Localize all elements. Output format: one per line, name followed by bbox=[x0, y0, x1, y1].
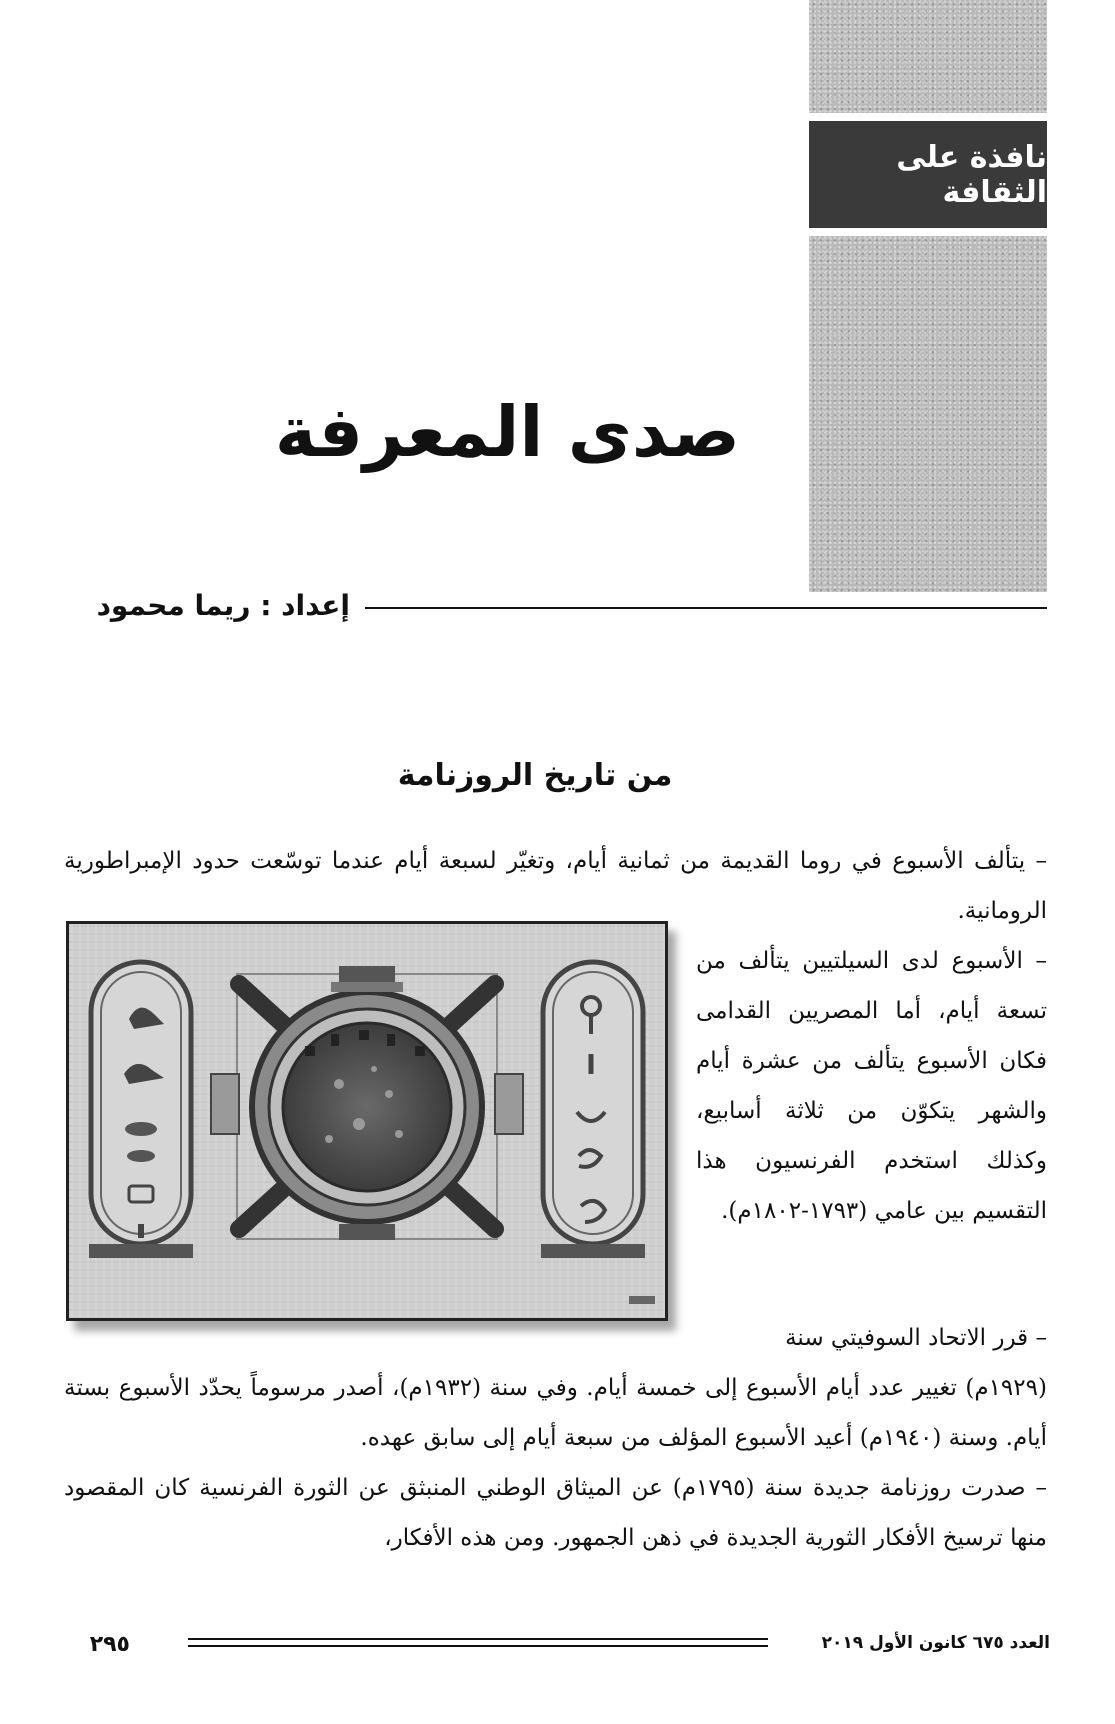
papyrus-calendar-illustration bbox=[69, 924, 665, 1318]
footer-divider-bottom bbox=[188, 1645, 768, 1647]
decorative-gray-bar-top bbox=[809, 0, 1047, 113]
section-label bbox=[809, 121, 1047, 228]
decorative-gray-bar-bottom bbox=[809, 236, 1047, 592]
page-title: صدى المعرفة bbox=[274, 391, 740, 473]
article-subheading: من تاريخ الروزنامة bbox=[397, 758, 673, 793]
paragraph-celts-egypt-week: – الأسبوع لدى السيلتيين يتألف من تسعة أيام، أما المصريين القدامى فكان الأسبوع يتألف من عشرة أيام والشهر يتكوّن من ثلاثة أسابيع، وكذلك استخدم الفرنسيون هذا التقسيم بين عامي (١٧٩٣-١٨٠٢م). bbox=[696, 948, 1047, 1224]
author-divider bbox=[365, 607, 1047, 609]
papyrus-calendar-image bbox=[66, 921, 668, 1321]
issue-info: العدد ٦٧٥ كانون الأول ٢٠١٩ bbox=[821, 1633, 1050, 1653]
paragraph-french-calendar: – صدرت روزنامة جديدة سنة (١٧٩٥م) عن الميثاق الوطني المنبثق عن الثورة الفرنسية كان المقصود منها ترسيخ الأفكار الثورية الجديدة في ذهن الجمهور. ومن هذه الأفكار، bbox=[64, 1475, 1047, 1551]
section-label-text: نافذة على الثقافة bbox=[896, 139, 1047, 210]
footer-divider-top bbox=[188, 1638, 768, 1640]
paragraph-rome-week: – يتألف الأسبوع في روما القديمة من ثمانية أيام، وتغيّر لسبعة أيام عندما توسّعت حدود الإمبراطورية الرومانية. bbox=[64, 848, 1047, 924]
paragraph-soviet-week: (١٩٢٩م) تغيير عدد أيام الأسبوع إلى خمسة أيام. وفي سنة (١٩٣٢م)، أصدر مرسوماً يحدّد الأسبوع بستة أيام. وسنة (١٩٤٠م) أعيد الأسبوع المؤلف من سبعة أيام إلى سابق عهده. bbox=[64, 1375, 1047, 1451]
paragraph-soviet-week-start: – قرر الاتحاد السوفيتي سنة bbox=[785, 1325, 1047, 1351]
page-number: ٢٩٥ bbox=[89, 1632, 130, 1657]
author-byline: إعداد : ريما محمود bbox=[96, 589, 350, 622]
